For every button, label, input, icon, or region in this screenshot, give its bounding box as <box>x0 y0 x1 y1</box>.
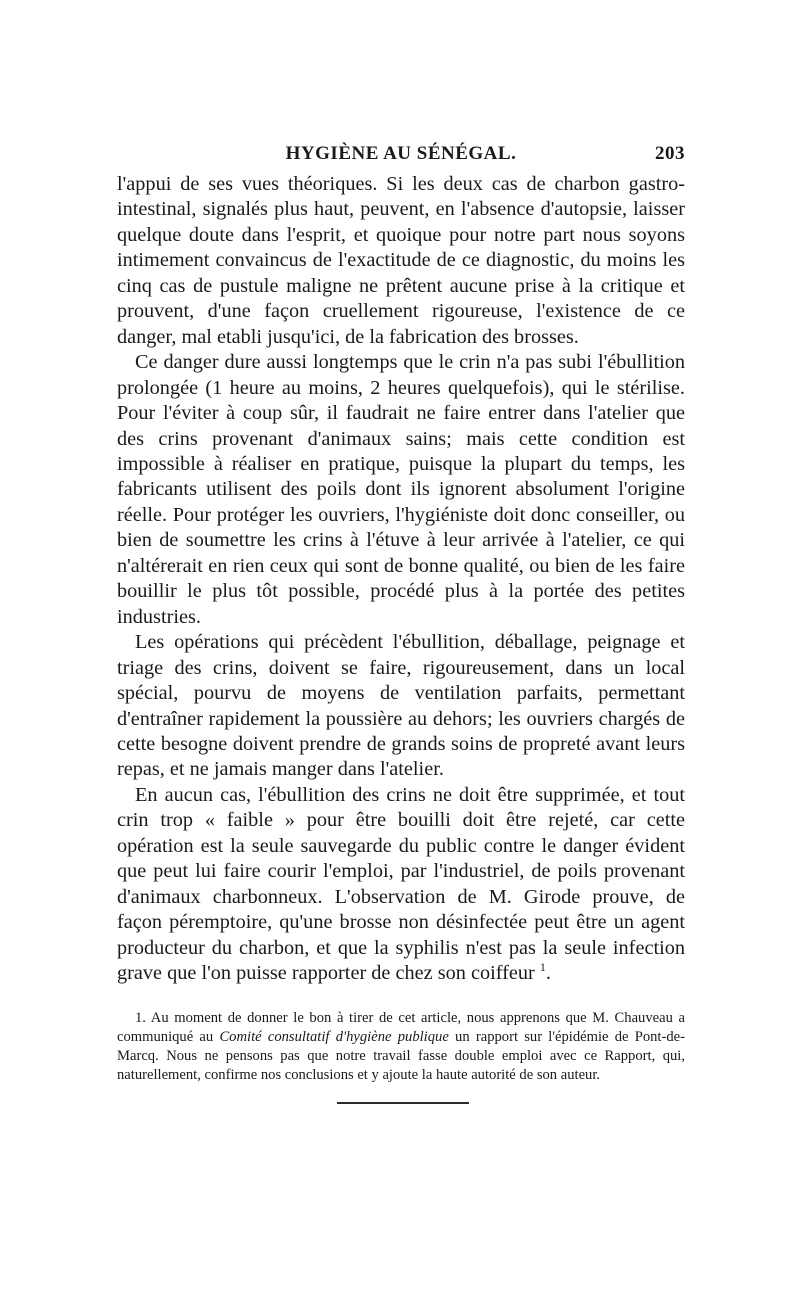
paragraph-1: l'appui de ses vues théoriques. Si les deux cas de charbon gastro-intestinal, signalés plus haut, peuvent, en l'absence d'autopsie, laisser quelque doute dans l'esprit, et quoique pour notre part nous soyons intimement convaincus de l'exactitude de ce diagnostic, du moins les cinq cas de pustule maligne ne prêtent aucune prise à la critique et prouvent, d'une façon cruellement rigoureuse, l'existence de ce danger, mal etabli jusqu'ici, de la fabrication des brosses. <box>117 173 685 348</box>
footnote-reference: 1 <box>539 960 546 975</box>
end-of-article-rule <box>337 1102 469 1104</box>
footnote-text-end: un rapport sur l'épidémie de Pont-de-Marcq. Nous ne pensons pas que notre travail fasse double emploi avec ce Rapport, qui, naturellement, confirme nos conclusions et y ajoute la haute autorité de son auteur. <box>117 1028 685 1083</box>
footnote-text-start: Au moment de donner le bon à tirer de cet article, nous apprenons que M. Chauveau a communiqué au <box>117 1009 685 1045</box>
running-title: HYGIÈNE AU SÉNÉGAL. <box>285 143 517 164</box>
running-header <box>117 140 685 172</box>
paragraph-3: Les opérations qui précèdent l'ébullition, déballage, peignage et triage des crins, doivent se faire, rigoureusement, dans un local spécial, pourvu de moyens de ventilation parfaits, permettant d'entraîner rapidement la poussière au dehors; les ouvriers chargés de cette besogne doivent prendre de grands soins de propreté avant leurs repas, et ne jamais manger dans l'atelier. <box>117 631 685 781</box>
paragraph-4-text: En aucun cas, l'ébullition des crins ne doit être supprimée, et tout crin trop « faible » pour être bouilli doit être rejeté, car cette opération est la seule sauvegarde du public contre le danger évident que peut lui faire courir l'emploi, par l'industriel, de poils provenant d'animaux charbonneux. L'observation de M. Girode prouve, de façon péremptoire, qu'une brosse non désinfectée peut être un agent producteur du charbon, et que la syphilis n'est pas la seule infection grave que l'on puisse rapporter de chez son coiffeur <box>117 783 685 985</box>
paragraph-2: Ce danger dure aussi longtemps que le crin n'a pas subi l'ébullition prolongée (1 heure au moins, 2 heures quelquefois), qui le stérilise. Pour l'éviter à coup sûr, il faudrait ne faire entrer dans l'atelier que des crins provenant d'animaux sains; mais cette condition est impossible à réaliser en pratique, puisque la plupart du temps, les fabricants utilisent des poils dont ils ignorent absolument l'origine réelle. Pour protéger les ouvriers, l'hygiéniste doit donc conseiller, ou bien de soumettre les crins à l'étuve à leur arrivée à l'atelier, ce qui n'altérerait en rien ceux qui sont de bonne qualité, ou bien de les faire bouillir le plus tôt possible, procédé plus à la portée des petites industries. <box>117 351 685 628</box>
body-text <box>117 172 685 987</box>
page-number: 203 <box>655 143 685 164</box>
footnote-number: 1. <box>135 1009 146 1026</box>
footnote <box>117 1009 685 1085</box>
book-page <box>117 140 685 1085</box>
paragraph-4: En aucun cas, l'ébullition des crins ne doit être supprimée, et tout crin trop « faible » pour être bouilli doit être rejeté, car cette opération est la seule sauvegarde du public contre le danger évident que peut lui faire courir l'emploi, par l'industriel, de poils provenant d'animaux charbonneux. L'observation de M. Girode prouve, de façon péremptoire, qu'une brosse non désinfectée peut être un agent producteur du charbon, et que la syphilis n'est pas la seule infection grave que l'on puisse rapporter de chez son coiffeur $^1$. <box>117 783 685 985</box>
footnote-italic-title: Comité consultatif d'hygiène publique <box>219 1028 449 1045</box>
